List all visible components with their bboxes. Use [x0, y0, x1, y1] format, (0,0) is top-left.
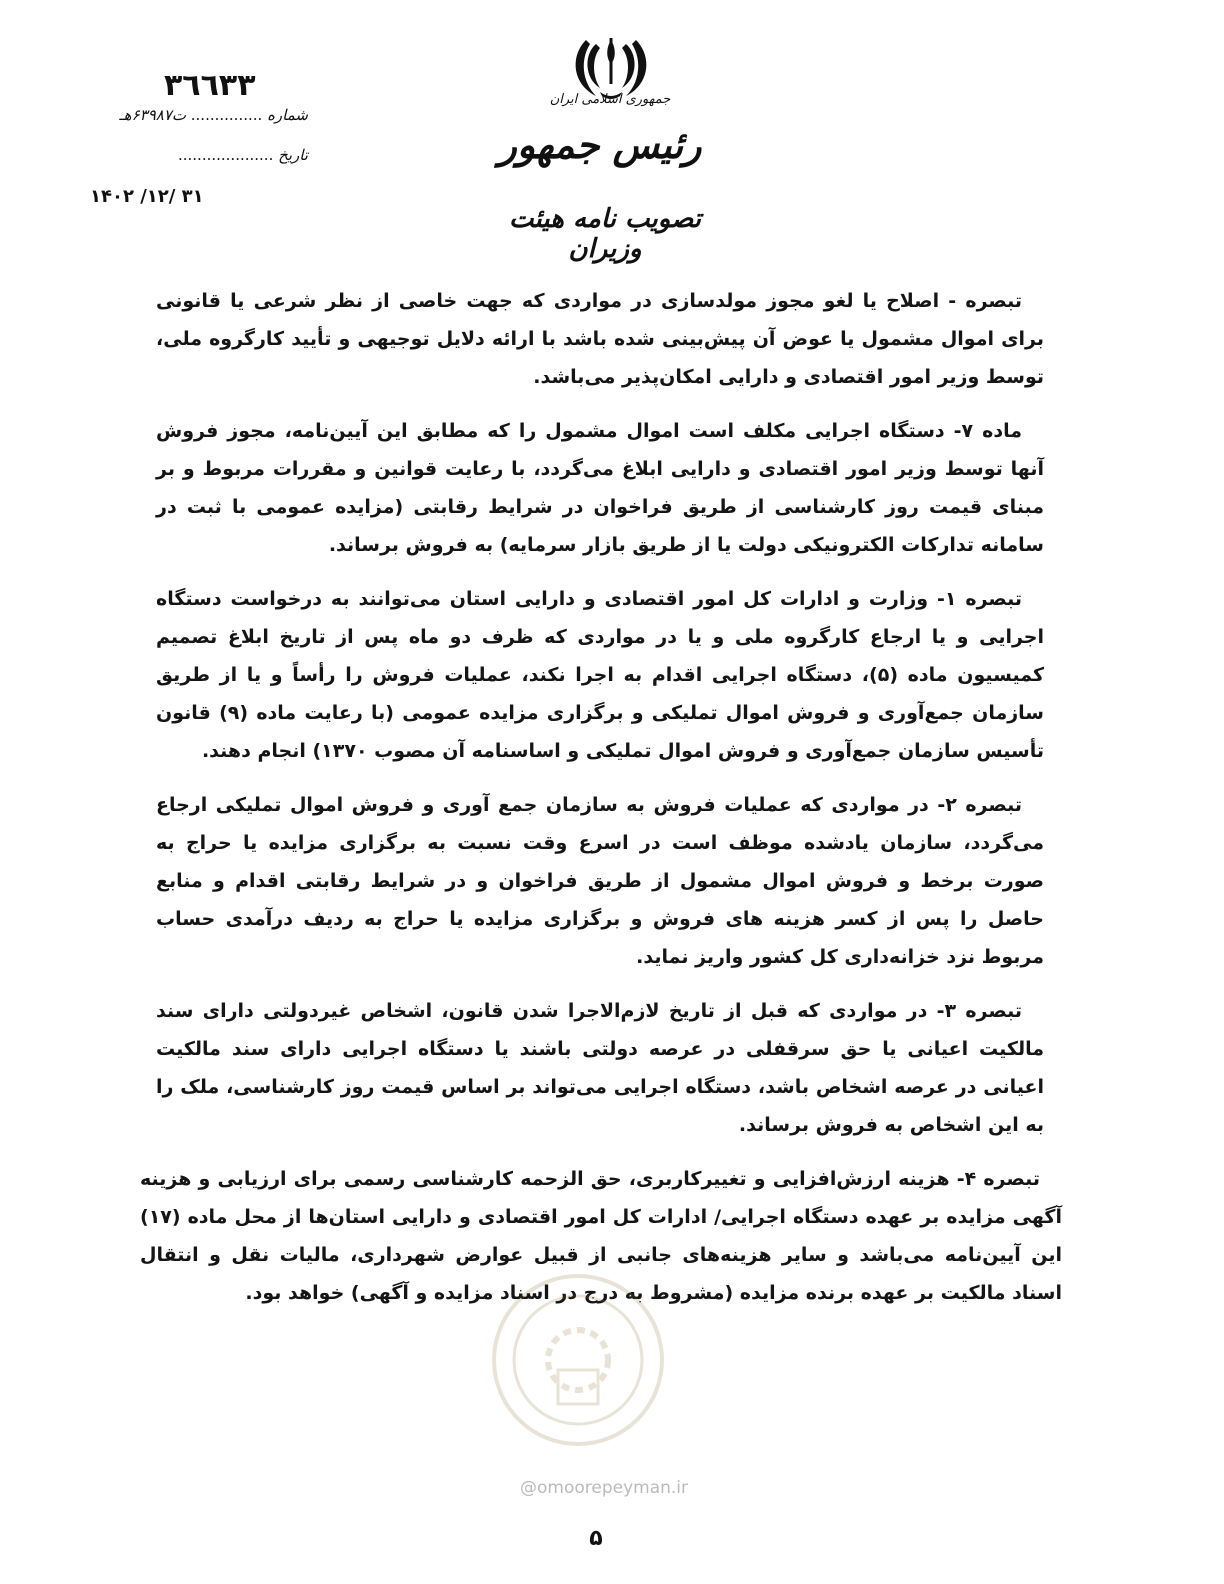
number-label: شماره — [267, 106, 308, 124]
date-row — [110, 146, 308, 164]
date-label: تاریخ — [278, 146, 308, 164]
document-body — [140, 282, 1062, 1328]
decree-title: تصویب نامه هیئت وزیران — [508, 204, 702, 264]
republic-label: جمهوری اسلامی ایران — [549, 92, 671, 107]
number-value: ت۶۳۹۸۷هـ — [119, 106, 186, 124]
paragraph-note: تبصره - اصلاح یا لغو مجوز مولدسازی در مواردی که جهت خاصی از نظر شرعی یا قانونی برای اموال مشمول یا عوض آن پیش‌بینی شده باشد با ارائه دلایل توجیهی و تأیید کارگروه ملی، توسط وزیر امور اقتصادی و دارایی امکان‌پذیر می‌باشد. — [156, 290, 1044, 388]
paragraph-note-1: تبصره ۱- وزارت و ادارات کل امور اقتصادی و دارایی استان می‌توانند به درخواست دستگاه اجرایی و یا ارجاع کارگروه ملی و یا در مواردی که ظرف دو ماه پس از تاریخ ابلاغ تصمیم کمیسیون ماده (۵)، دستگاه اجرایی اقدام به اجرا نکند، عملیات فروش را رأساً و یا از طریق سازمان جمع‌آوری و فروش اموال تملیکی و برگزاری مزایده عمومی (با رعایت ماده (۹) قانون تأسیس سازمان جمع‌آوری و فروش اموال تملیکی و اساسنامه آن مصوب ۱۳۷۰) انجام دهند. — [156, 588, 1045, 762]
paragraph-note-2: تبصره ۲- در مواردی که عملیات فروش به سازمان جمع آوری و فروش اموال تملیکی ارجاع می‌گردد، سازمان یادشده موظف است در اسرع وقت نسبت به برگزاری مزایده یا حراج به صورت برخط و فروش اموال مشمول از طریق فراخوان و در شرایط رقابتی اقدام و منابع حاصل را پس از کسر هزینه های فروش و برگزاری مزایده یا حراج به ردیف درآمدی حساب مربوط نزد خزانه‌داری کل کشور واریز نماید. — [156, 794, 1044, 968]
paragraph-note-3: تبصره ۳- در مواردی که قبل از تاریخ لازم‌الاجرا شدن قانون، اشخاص غیردولتی دارای سند مالکیت اعیانی یا حق سرقفلی در عرصه دولتی باشند یا دستگاه اجرایی دارای سند مالکیت اعیانی در عرصه اشخاص باشد، دستگاه اجرایی می‌تواند بر اساس قیمت روز کارشناسی، ملک را به این اشخاص به فروش برساند. — [156, 1000, 1044, 1136]
handwritten-date: ۱۴۰۲ /۱۲/ ۳۱ — [90, 186, 204, 207]
paragraph-note-4: تبصره ۴- هزینه ارزش‌افزایی و تغییرکاربری، حق الزحمه کارشناسی رسمی برای ارزیابی و هزینه آگهی مزایده بر عهده دستگاه اجرایی/ ادارات کل امور اقتصادی و دارایی استان‌ها از محل ماده (۱۷) این آیین‌نامه می‌باشد و سایر هزینه‌های جانبی از قبیل عوارض شهرداری، مالیات نقل و انتقال اسناد مالکیت بر عهده برنده مزایده (مشروط به درج در اسناد مزایده و آگهی) خواهد بود. — [140, 1168, 1062, 1304]
paragraph-article-7: ماده ۷- دستگاه اجرایی مکلف است اموال مشمول را که مطابق این آیین‌نامه، مجوز فروش آنها توسط وزیر امور اقتصادی و دارایی ابلاغ می‌گردد، با رعایت قوانین و مقررات مربوط و بر مبنای قیمت روز کارشناسی از طریق فراخوان در شرایط رقابتی (مزایده عمومی با ثبت در سامانه تدارکات الکترونیکی دولت یا از طریق بازار سرمایه) به فروش برساند. — [156, 420, 1044, 556]
handwritten-doc-number: ٣٦٦٣٣ — [164, 68, 256, 103]
watermark-seal-icon — [488, 1270, 668, 1450]
watermark-site: @omoorepeyman.ir — [519, 1478, 689, 1498]
page-number: ۵ — [589, 1526, 603, 1551]
office-title: رئیس جمهور — [498, 122, 702, 167]
number-row — [18, 106, 308, 124]
date-dots: .................... — [177, 146, 274, 164]
number-dots: ............... — [186, 106, 263, 124]
